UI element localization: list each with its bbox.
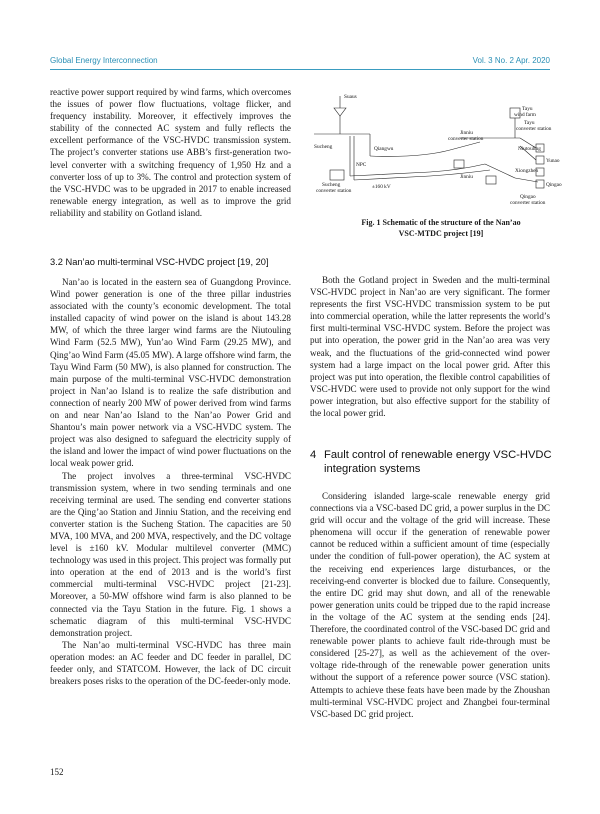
section-title: Fault control of renewable energy VSC-HVDC integration systems <box>324 449 552 475</box>
label-yunao: Yunao <box>546 158 560 164</box>
figure-caption <box>336 217 546 239</box>
label-rpc: NPC <box>356 162 367 168</box>
label-tayu-wind: Tayu wind farm <box>514 106 536 118</box>
paragraph-operation-modes: The Nan’ao multi-terminal VSC-HVDC has three main operation modes: an AC feeder and DC feeder in parallel, DC feeder only, and STATCOM. However, the lack of DC circuit breakers poses risks to the operation of the DC-feeder-only mode. <box>50 639 291 687</box>
section-number: 4 <box>310 449 317 461</box>
label-xiongzhen: Xiongzhen <box>515 168 539 174</box>
right-column <box>310 274 550 419</box>
label-qingao-station: Qingao converter station <box>510 194 546 206</box>
label-tayu-station: Tayu converter station <box>516 120 552 132</box>
qingao-wind-box <box>536 180 544 188</box>
paragraph-fault-control: Considering islanded large-scale renewable energy grid connections via a VSC-based DC grid, a power surplus in the DC grid will occur and the voltage of the grid will increase. These phenomena will occur if the generation of renewable power cannot be reduced within a sufficient amount of time (especially under the condition of full-power operation), the AC system at the receiving end experiences large disturbances, or the receiving-end converter is blocked due to failure. Consequently, the entire DC grid may shut down, and all of the renewable power generation units could be tripped due to the rapid increase in the voltage of the AC system at the sending ends [24]. Therefore, the coordinated control of the VSC-based DC grid and renewable power plants to achieve fault ride-through must be considered [25-27], as well as the achievement of the over-voltage ride-through of the renewable power generation units without the support of a reference power source (VSC station). Attempts to achieve these feats have been made by the Zhoushan multi-terminal VSC-HVDC project and Zhangbei four-terminal VSC-based DC grid project. <box>310 491 550 719</box>
caption-line-2: VSC-MTDC project [19] <box>398 229 484 238</box>
sucheng-converter-box <box>330 170 344 180</box>
qingao-converter-box <box>486 176 496 184</box>
line-qingao-east <box>515 178 538 182</box>
caption-line-1: Fig. 1 Schematic of the structure of the Nan’ao <box>361 218 521 227</box>
label-jinniu-bus: Jinniu <box>460 174 473 180</box>
intro-paragraph: reactive power support required by wind farms, which overcomes the issues of power flow fluctuations, voltage flicker, and frequency instability. Moreover, it effectively improves the stability of the connected AC system and fully reflects the excellent performance of the VSC-HVDC transmission system. The project’s converter stations use ABB’s first-generation two-level converter with a switching frequency of 1,950 Hz and a converter loss of up to 3%. The control and protection system of the VSC-HVDC was to be upgraded in 2017 to enable increased renewable energy integration, as well as to improve the grid reliability and stability on Gotland island. <box>50 87 291 218</box>
paragraph-three-terminal: The project involves a three-terminal VSC-HVDC transmission system, where in two sending terminals and one receiving terminal are used. The sending end converter stations are the Qing’ao Station and Jinniu Station, and the receiving end converter station is the Sucheng Station. The capacities are 50 MVA, 100 MVA, and 200 MVA, respectively, and the DC voltage level is ±160 kV. Modular multilevel converter (MMC) technology was used in this project. This project was formally put into operation at the end of 2013 and is the world’s first commercial multi-terminal VSC-HVDC project [21-23]. Moreover, a 50-MW offshore wind farm is also planned to be connected via the Tayu Station in the future. Fig. 1 shows a schematic diagram of this multi-terminal VSC-HVDC demonstration project. <box>50 470 291 638</box>
journal-name: Global Energy Interconnection <box>50 56 158 65</box>
page-number: 152 <box>50 767 64 777</box>
label-sucheng: Sucheng <box>314 144 333 150</box>
running-header <box>50 56 550 68</box>
figure-nanao-schematic <box>310 86 562 214</box>
section-heading-4 <box>310 448 555 476</box>
label-sucheng-station: Sucheng converter station <box>316 182 352 194</box>
jinniu-converter-box <box>454 160 464 168</box>
paragraph-significance: Both the Gotland project in Sweden and the multi-terminal VSC-HVDC project in Nan’ao are very significant. The former represents the first VSC-HVDC transmission system to be put into commercial operation, while the latter represents the world’s first multi-terminal VSC-HVDC system. Before the project was put into operation, the power grid in the Nan’ao area was very weak, and the fluctuations of the grid-connected wind power system had a large impact on the local power grid. After this project was put into operation, the flexible control capabilities of VSC-HVDC were used to provide not only support for the wind power integration, but also effective support for the stability of the local power grid. <box>310 275 550 419</box>
label-qingao: Qingao <box>546 182 562 188</box>
label-voltage: ±160 kV <box>372 184 391 190</box>
label-niutouling: Niutouling <box>518 146 541 152</box>
label-shantou: Suaus <box>344 94 357 100</box>
left-column-body <box>50 276 291 687</box>
paragraph-nanao-location: Nan’ao is located in the eastern sea of Guangdong Province. Wind power generation is one of the three pillar industries associated with the county’s economic development. The total installed capacity of wind power on the island is about 143.28 MW, of which the three larger wind farms are the Niutouling Wind Farm (52.5 MW), Yun’ao Wind Farm (29.25 MW), and Qing’ao Wind Farm (45.05 MW). A large offshore wind farm, the Tayu Wind Farm (50 MW), is also planned for construction. The main purpose of the multi-terminal VSC-HVDC demonstration project in Nan’ao Island is to realize the safe distribution and connection of nearly 200 MW of power derived from wind farms on and near Nan’ao Island to the Nan’ao Power Grid and Shantou’s main power network via a VSC-HVDC system. The project was also designed to safeguard the electricity supply of the island and lower the impact of wind power fluctuations on the local weak power grid. <box>50 277 291 469</box>
issue-info: Vol. 3 No. 2 Apr. 2020 <box>472 56 550 65</box>
left-column <box>50 86 291 219</box>
right-column-body <box>310 490 550 720</box>
yunao-box <box>536 156 544 164</box>
header-rule <box>50 69 550 70</box>
section-heading-3-2: 3.2 Nan’ao multi-terminal VSC-HVDC project [19, 20] <box>50 257 269 267</box>
label-qiangwu: Qiangwu <box>374 146 394 152</box>
label-jinniu-station: Jinniu converter station <box>448 130 484 142</box>
